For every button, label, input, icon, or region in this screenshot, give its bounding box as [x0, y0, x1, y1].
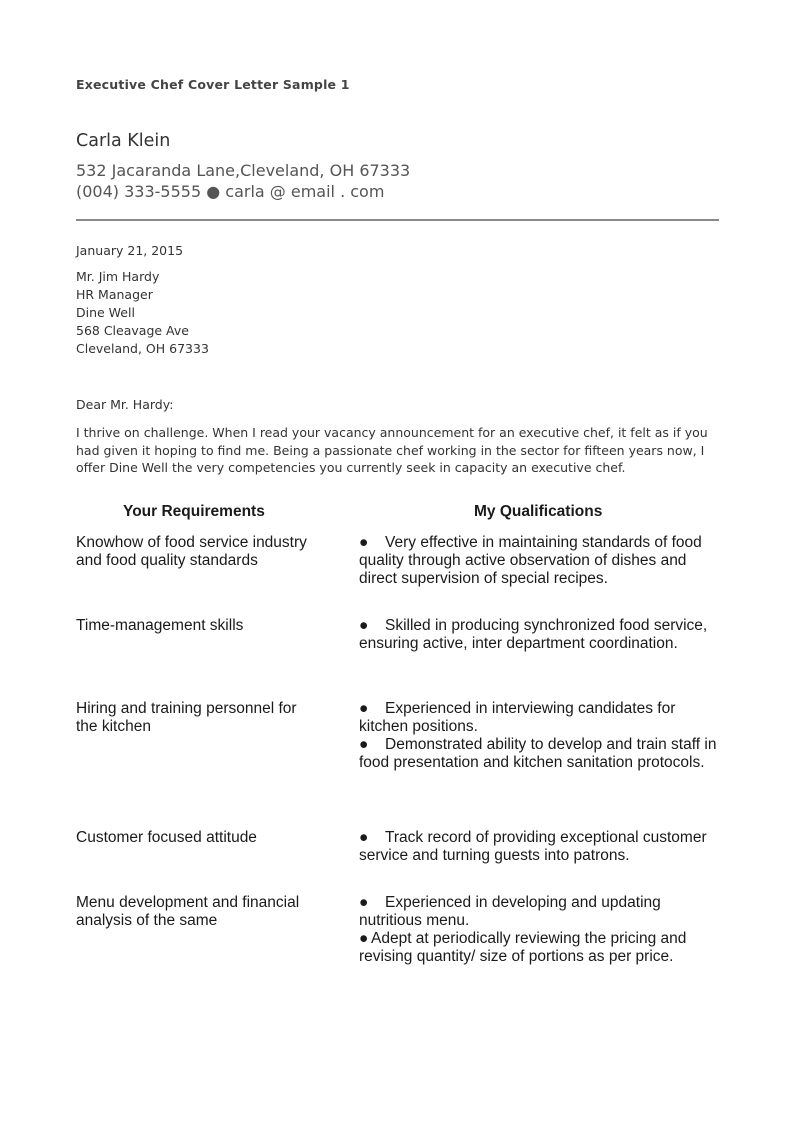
qualification-text: Experienced in developing and updating nutritious menu. [359, 894, 661, 929]
recipient-company: Dine Well [76, 305, 135, 320]
qualification-text: Skilled in producing synchronized food service, ensuring active, inter department coordination. [359, 617, 708, 652]
sender-name: Carla Klein [76, 131, 171, 151]
bullet-icon: ● [359, 617, 369, 634]
qualification-cell [359, 534, 719, 588]
bullet-icon: ● [359, 700, 369, 717]
qualification-item [359, 700, 719, 736]
header-divider [76, 219, 719, 221]
qualification-item [359, 894, 719, 930]
qualification-cell [359, 617, 719, 653]
requirement-cell: Menu development and financial analysis of the same [76, 894, 300, 929]
header-requirements: Your Requirements [123, 503, 265, 520]
requirement-cell: Hiring and training personnel for the kitchen [76, 700, 297, 735]
sender-phone-email: (004) 333-5555 ● carla @ email . com [76, 182, 385, 201]
qualification-item [359, 534, 719, 588]
qualification-cell [359, 894, 719, 966]
qualification-item [359, 930, 719, 966]
recipient-name: Mr. Jim Hardy [76, 269, 160, 284]
intro-paragraph: I thrive on challenge. When I read your vacancy announcement for an executive chef, it felt as if you had given it hoping to find me. Being a passionate chef working in the sector for fifteen years now, I offer Dine Well the very competencies you currently seek in capacity an executive chef. [76, 425, 708, 476]
bullet-icon: ● [359, 894, 369, 911]
qualification-item [359, 617, 719, 653]
sender-address: 532 Jacaranda Lane,Cleveland, OH 67333 [76, 161, 411, 180]
qualification-cell [359, 700, 719, 772]
bullet-icon: ● [359, 736, 369, 753]
qualification-item [359, 736, 719, 772]
document-title: Executive Chef Cover Letter Sample 1 [76, 77, 350, 92]
bullet-icon: ● [359, 930, 369, 947]
salutation: Dear Mr. Hardy: [76, 397, 174, 412]
qualification-text: Demonstrated ability to develop and train staff in food presentation and kitchen sanitation protocols. [359, 736, 717, 771]
qualification-text: Track record of providing exceptional customer service and turning guests into patrons. [359, 829, 707, 864]
recipient-title: HR Manager [76, 287, 153, 302]
qualification-text: Adept at periodically reviewing the pricing and revising quantity/ size of portions as per price. [359, 930, 687, 965]
qualification-cell [359, 829, 719, 865]
recipient-block [76, 268, 209, 358]
bullet-icon: ● [359, 829, 369, 846]
qualification-text: Experienced in interviewing candidates for kitchen positions. [359, 700, 676, 735]
qualification-item [359, 829, 719, 865]
requirement-cell: Customer focused attitude [76, 829, 257, 846]
recipient-city: Cleveland, OH 67333 [76, 341, 209, 356]
recipient-street: 568 Cleavage Ave [76, 323, 189, 338]
requirement-cell: Knowhow of food service industry and food quality standards [76, 534, 307, 569]
qualification-text: Very effective in maintaining standards of food quality through active observation of dishes and direct supervision of special recipes. [359, 534, 702, 587]
requirement-cell: Time-management skills [76, 617, 244, 634]
bullet-icon: ● [359, 534, 369, 551]
letter-date: January 21, 2015 [76, 243, 184, 258]
header-qualifications: My Qualifications [474, 503, 603, 520]
